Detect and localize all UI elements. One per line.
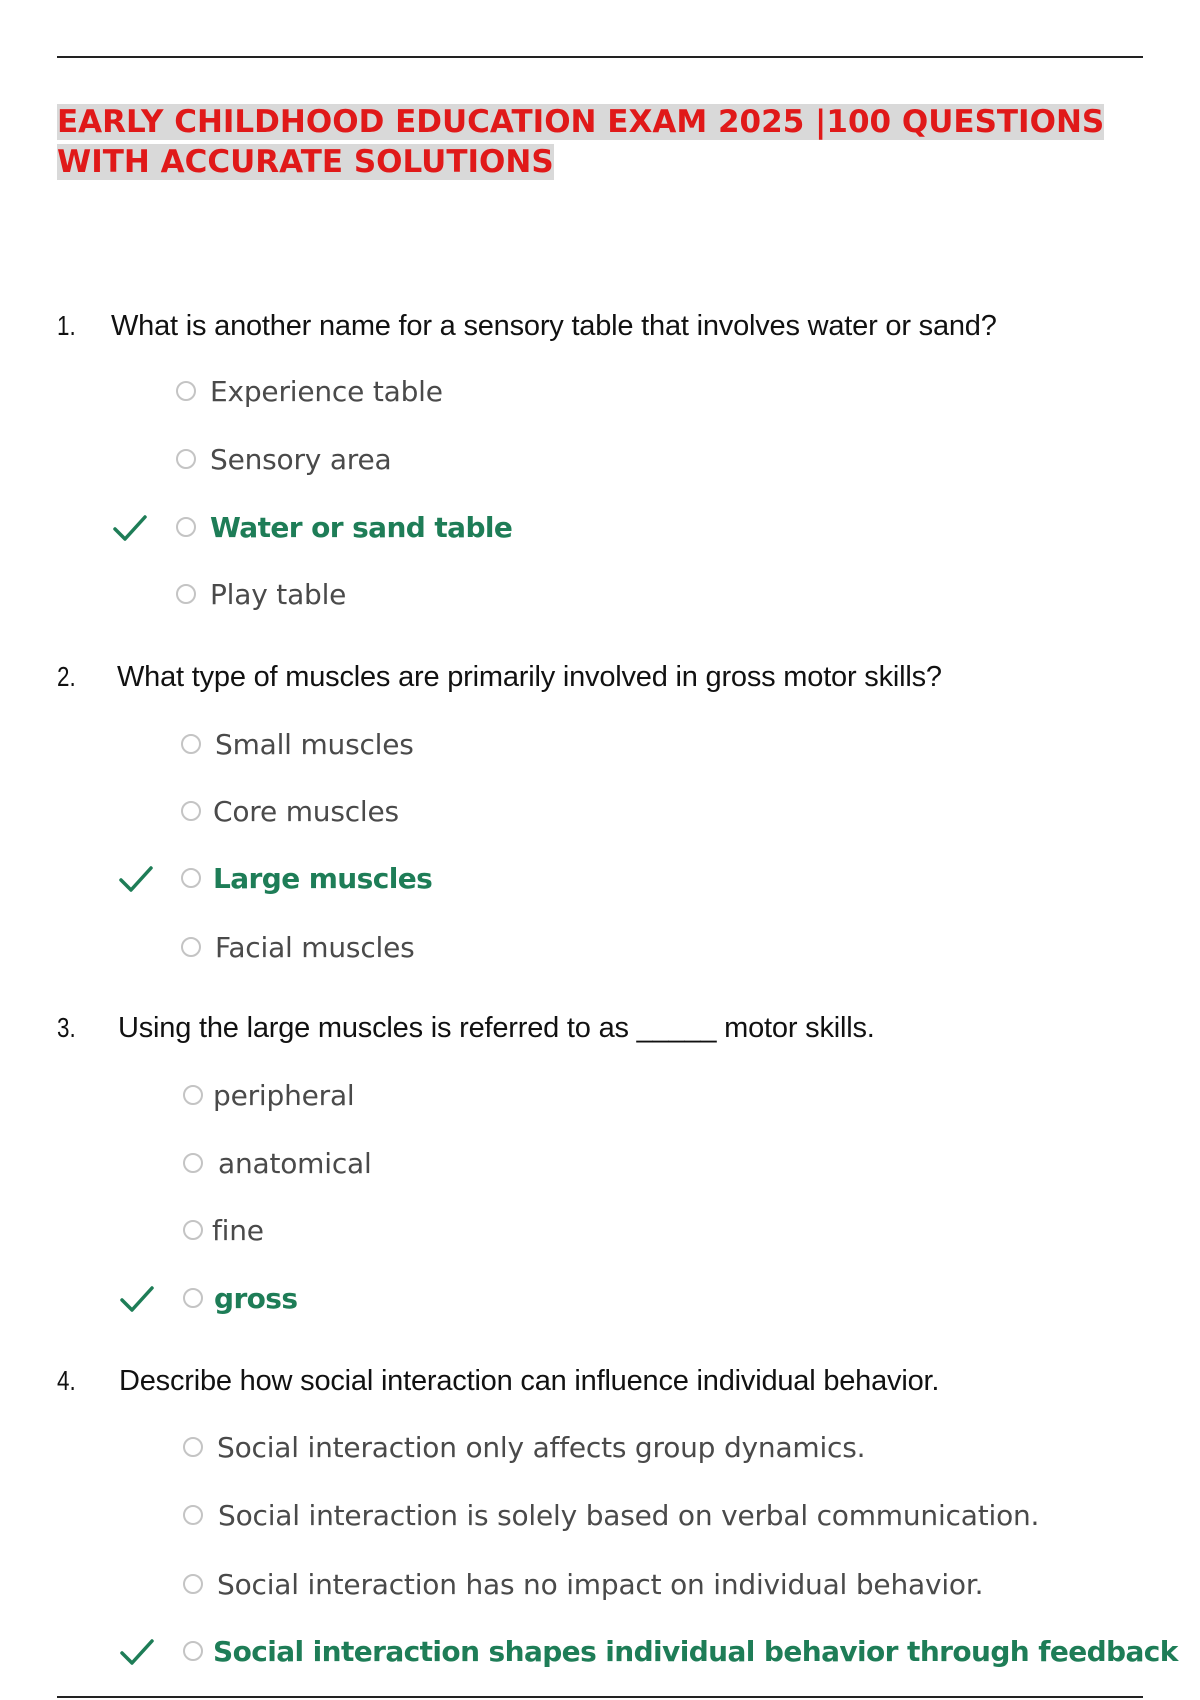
exam-title-text: EARLY CHILDHOOD EDUCATION EXAM 2025 |100 QUESTIONS WITH ACCURATE SOLUTIONS [57, 104, 1105, 180]
question-2 [0, 657, 1200, 697]
radio-icon[interactable] [181, 868, 201, 888]
radio-icon[interactable] [176, 517, 196, 537]
option-label: Large muscles [213, 862, 433, 895]
question-1-option-2[interactable] [0, 440, 1200, 480]
option-label: peripheral [213, 1079, 355, 1112]
question-4-option-2[interactable] [0, 1496, 1200, 1536]
question-text: Describe how social interaction can influence individual behavior. [119, 1365, 940, 1397]
question-4-option-3[interactable] [0, 1565, 1200, 1605]
bottom-divider [57, 1696, 1143, 1698]
question-number: 3. [57, 1012, 76, 1043]
radio-icon[interactable] [181, 734, 201, 754]
question-4 [0, 1361, 1200, 1401]
option-label: Social interaction has no impact on individual behavior. [217, 1568, 984, 1601]
radio-icon[interactable] [183, 1505, 203, 1525]
radio-icon[interactable] [183, 1153, 203, 1173]
question-number: 2. [57, 661, 76, 692]
question-4-option-4[interactable] [0, 1632, 1200, 1672]
question-3-option-3[interactable] [0, 1211, 1200, 1251]
radio-icon[interactable] [183, 1437, 203, 1457]
option-label: gross [214, 1282, 298, 1315]
radio-icon[interactable] [176, 584, 196, 604]
option-label: Experience table [210, 375, 443, 408]
question-3-option-2[interactable] [0, 1144, 1200, 1184]
question-3 [0, 1008, 1200, 1048]
question-2-option-4[interactable] [0, 928, 1200, 968]
question-1-option-4[interactable] [0, 575, 1200, 615]
question-1 [0, 306, 1200, 346]
option-label: Core muscles [213, 795, 399, 828]
option-label: Sensory area [210, 443, 392, 476]
checkmark-icon [119, 1636, 155, 1668]
question-text: What is another name for a sensory table that involves water or sand? [111, 310, 997, 342]
exam-title [57, 102, 1157, 182]
question-2-option-1[interactable] [0, 725, 1200, 765]
checkmark-icon [119, 1283, 155, 1315]
checkmark-icon [112, 512, 148, 544]
question-3-option-1[interactable] [0, 1076, 1200, 1116]
question-number: 1. [57, 310, 76, 341]
radio-icon[interactable] [181, 937, 201, 957]
radio-icon[interactable] [183, 1220, 203, 1240]
option-label: anatomical [218, 1147, 372, 1180]
radio-icon[interactable] [183, 1085, 203, 1105]
question-2-option-2[interactable] [0, 792, 1200, 832]
option-label: Play table [210, 578, 347, 611]
option-label: Social interaction shapes individual behavior through feedback [213, 1635, 1178, 1668]
question-2-option-3[interactable] [0, 859, 1200, 899]
radio-icon[interactable] [181, 801, 201, 821]
radio-icon[interactable] [183, 1288, 203, 1308]
option-label: Water or sand table [210, 511, 513, 544]
question-1-option-1[interactable] [0, 372, 1200, 412]
checkmark-icon [118, 863, 154, 895]
question-1-option-3[interactable] [0, 508, 1200, 548]
question-text: Using the large muscles is referred to as _____ motor skills. [118, 1012, 875, 1044]
option-label: fine [212, 1214, 264, 1247]
question-text: What type of muscles are primarily involved in gross motor skills? [117, 661, 942, 693]
radio-icon[interactable] [176, 449, 196, 469]
option-label: Small muscles [215, 728, 414, 761]
question-number: 4. [57, 1365, 76, 1396]
question-3-option-4[interactable] [0, 1279, 1200, 1319]
option-label: Facial muscles [215, 931, 415, 964]
radio-icon[interactable] [183, 1574, 203, 1594]
option-label: Social interaction only affects group dynamics. [217, 1431, 866, 1464]
question-4-option-1[interactable] [0, 1428, 1200, 1468]
top-divider [57, 56, 1143, 58]
option-label: Social interaction is solely based on verbal communication. [218, 1499, 1040, 1532]
radio-icon[interactable] [176, 381, 196, 401]
radio-icon[interactable] [183, 1641, 203, 1661]
